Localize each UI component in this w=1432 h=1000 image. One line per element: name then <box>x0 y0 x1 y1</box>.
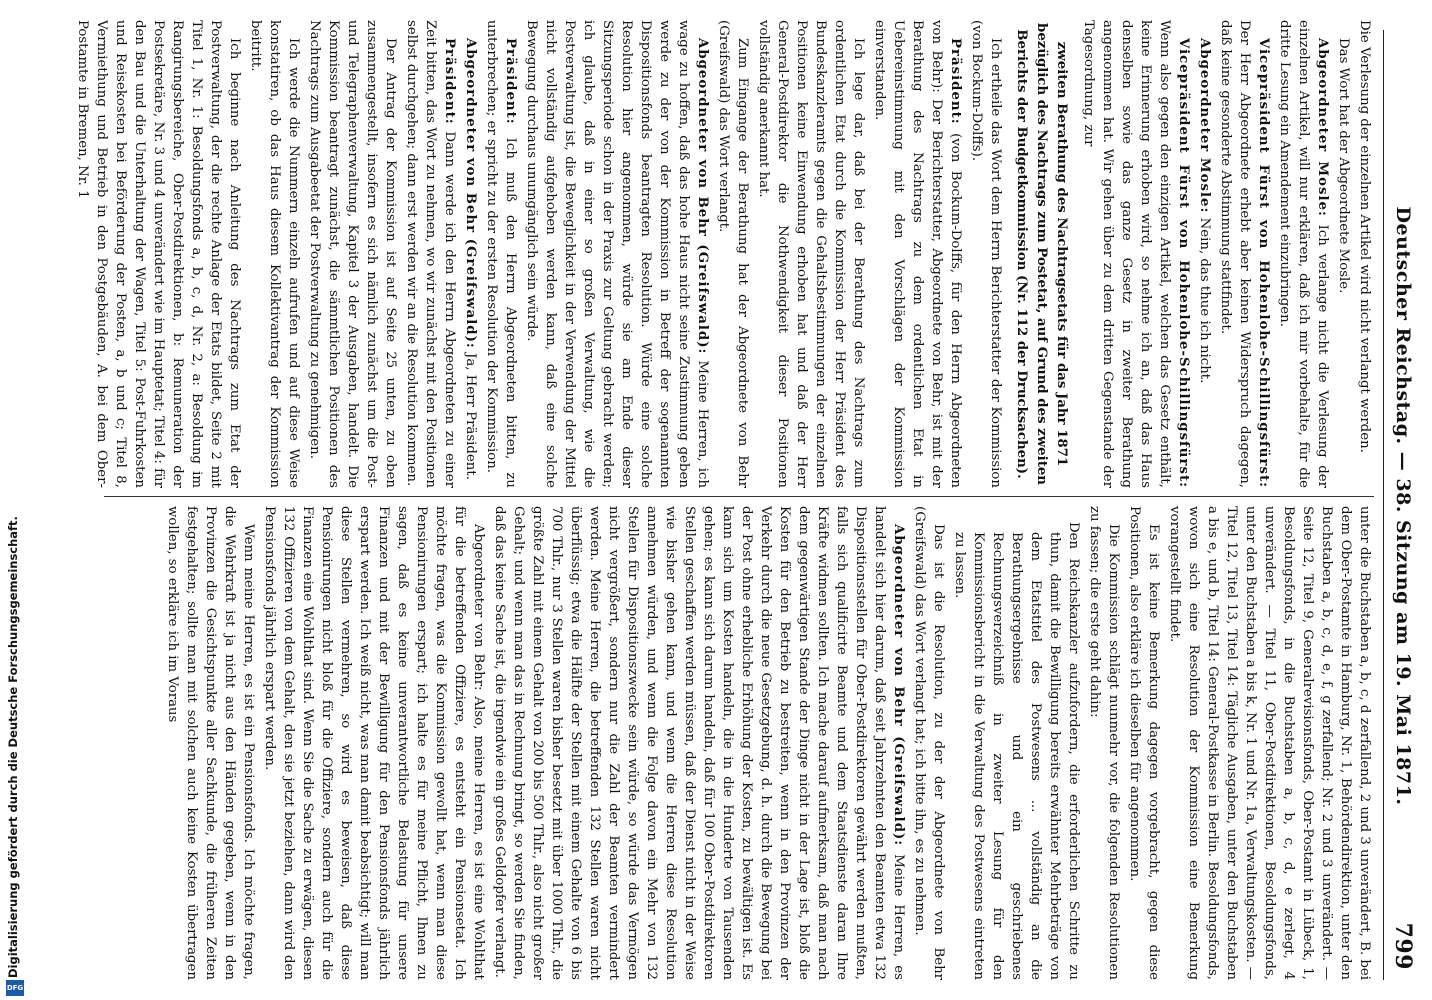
paragraph-text: zweiten Berathung des Nachtragsetats für das Jahr 1871 bezüglich des Nachtrags zum Postetat, auf Grund des zweiten Berichts der Budgetkommission (Nr. 112 der Drucksachen). <box>1014 23 1069 485</box>
paragraph <box>1275 20 1332 488</box>
speaker-name: Vicepräsident Fürst von Hohenlohe-Schillingsfürst: <box>1176 38 1191 488</box>
paragraph <box>461 20 480 488</box>
speaker-name: Präsident: <box>442 38 457 125</box>
speaker-name: Abgeordneter von Behr (Greifswald): <box>695 38 710 355</box>
paragraph <box>950 506 1083 980</box>
paragraph-text: Den Reichskanzler aufzufordern, die erforderlichen Schritte zu thun, damit die Bewilligung bereits erwähnter Mehrbeträge von dem Etatstitel des Postwesens ... vollständig an die Berathungsergebnisse und ein geschriebenes Rechnungsverzeichniß in zweiter Lesung für den Kommissionsbericht in die Verwaltung des Postwesens eintreten zu lassen. <box>952 522 1081 980</box>
paragraph-text: Ich beginne nach Anleitung des Nachtrags zum Etat der Postverwaltung, der die rechte Anlage der Etats bildet, Seite 2 mit Titel 1, Nr. 1: Besoldungsfonds a, b, c, d, Nr. 2, a: Besoldung im Rangirungsbereiche, Ober-Postdirektionen, b: Remuneration der Postsekretäre, Nr. 3 und 4 unverändert wie im Hauptetat; Titel 4: für den Bau und die Unterhaltung der Wagen, Titel 5: Post-Fuhrkosten und Reisekosten bei Beförderung der Posten, a, b und c; Titel 8, Vermiethung und Betrieb in den Postgebäuden, A. bei dem Ober-Postamte in Bremen, Nr. 1 <box>75 20 242 488</box>
paragraph-text: Dann werde ich den Herrn Abgeordneten zu einer Zeit bitten, das Wort zu nehmen, wo wir zunächst mit den Positionen selbst durchgehen; dann erst werden wir an die Resolution kommen. <box>404 20 457 488</box>
speaker-name: Abgeordneter von Behr (Greifswald): <box>891 524 906 847</box>
funding-credit: Digitalisierung gefördert durch die Deutsche Forschungsgemeinschaft. <box>6 516 20 978</box>
page-header <box>1386 42 1420 970</box>
paragraph <box>305 20 400 488</box>
paragraph-text: Der Herr Abgeordnete erhebt aber keinen Widerspruch dagegen, daß keine gesonderte Abstimmung stattfindet. <box>1218 20 1252 488</box>
paragraph <box>1165 506 1374 980</box>
paragraph <box>910 506 948 980</box>
speaker-name: Abgeordneter Mosle: <box>1197 38 1212 214</box>
paragraph <box>1355 20 1374 488</box>
column-divider <box>104 496 1374 497</box>
paragraph <box>754 20 868 488</box>
paragraph-text: Ich verlange nicht die Verlesung der einzelnen Artikel, will nur erklären, daß ich mir vorbehalte, für die dritte Lesung ein Amendement einzubringen. <box>1277 20 1330 488</box>
header-rule <box>1383 30 1384 980</box>
scanned-page <box>75 0 1432 1000</box>
paragraph <box>163 506 258 980</box>
paragraph <box>1216 20 1273 488</box>
paragraph-text: Das Wort hat der Abgeordnete Mosle. <box>1336 38 1351 294</box>
speaker-name: Präsident: <box>948 38 963 125</box>
paragraph-text: Abgeordneter von Behr: Also, meine Herren, es ist eine Wohlthat für die betreffenden Offiziere, es entsteht ein Pensionsetat. Ich möchte fragen, was die Kommission gewollt hat, wenn man diese Pensionirungen erspart; ich halte es für meine Pflicht, Ihnen zu sagen, daß es keine unverantwortliche Belastung für unsere Finanzen und mit der Bewilligung für den Pensionsfonds jährlich erspart werden. Ich weiß nicht, was man damit beabsichtigt; will man diese Stellen vermehren, so wird es beweisen, daß diese Pensionirungen nicht bloß für die Offiziere, sondern auch für die Finanzen eine Wohlthat sind. Wenn Sie die Sache zu erwägen, diesen 132 Offizieren von dem Gehalt, den sie jetzt beziehen, dann wird den Pensionsfonds jährlich erspart werden. <box>262 506 486 980</box>
paragraph-text: Ich werde die Nummern einzeln aufrufen und auf diese Weise konstatiren, ob das Haus diesem Kollektivantrag der Kommission beitritt. <box>248 20 301 488</box>
dfg-logo: DFG <box>6 980 24 996</box>
paragraph-text: Nein, das thue ich nicht. <box>1197 213 1212 384</box>
paragraph <box>522 20 712 488</box>
paragraph <box>402 20 459 488</box>
paragraph <box>1195 20 1214 488</box>
paragraph-text: Wenn meine Herren, es ist ein Pensionsfonds. Ich möchte fragen, die Wehrkraft ist ja nicht aus den Händen gegeben, wenn in den Provinzen die Gesichtspunkte aller Sachkunde, die früheren Zeiten festgehalten; sollte man mit solchen auch keine Kosten übertragen wollen, so erkläre ich im Voraus <box>165 506 256 980</box>
paragraph-text: Das ist die Resolution, zu der der Abgeordnete von Behr (Greifswald) das Wort verlangt hat; ich bitte ihn, es zu nehmen. <box>912 506 946 980</box>
speaker-name: Abgeordneter Mosle: <box>1315 38 1330 217</box>
paragraph <box>714 20 752 488</box>
paragraph-text: Der Antrag der Kommission ist auf Seite 25 unten, zu oben zusammengestellt, insofern es sich nämlich zunächst um die Post- und Telegraphenverwaltung, Kapitel 3 der Ausgaben, handelt. Die Kommission beantragt zunächst, die sämmtlichen Positionen des Nachtrags zum Ausgabeetat der Postverwaltung zu genehmigen. <box>307 20 398 488</box>
paragraph-text: Die Kommission schlägt nunmehr vor, die folgenden Resolutionen zu fassen; die erste geht dahin: <box>1087 506 1121 980</box>
paragraph-text: Ich ertheile das Wort dem Herrn Berichterstatter der Kommission (von Bockum-Dolffs). <box>969 20 1003 488</box>
paragraph <box>482 20 520 488</box>
speaker-name: Präsident: <box>503 38 518 125</box>
paragraph <box>1334 20 1353 488</box>
paragraph <box>260 506 488 980</box>
paragraph-text: Ich muß den Herrn Abgeordneten bitten, zu unterbrechen; er spricht zu der ersten Resolution der Kommission. <box>484 20 518 488</box>
side-credit-strip <box>0 0 30 1000</box>
paragraph-text: Ja, Herr Präsident. <box>463 348 478 480</box>
paragraph <box>1079 20 1193 488</box>
paragraph <box>1085 506 1123 980</box>
agenda-heading <box>1011 20 1071 488</box>
paragraph-text: Ich lege dar, daß bei der Berathung des Nachtrags zum ordentlichen Etat durch die Kommission der Herr Präsident des Bundeskanzleramts gegen die Gehaltsbestimmungen der einzelnen Positionen keine Einwendung erhoben hat und daß der Herr General-Postdirektor die Nothwendigkeit dieser Positionen vollständig anerkannt hat. <box>756 20 866 488</box>
paragraph-text: Meine Herren, es handelt sich hier darum, daß seit Jahrzehnten den Beamten etwa 132 Dispositionsstellen für Ober-Postdirektoren gewährt werden mußten, falls sich qualificirte Beamte und dem Staatsdienste daran Ihre Kräfte widmen sollten. Ich mache darauf aufmerksam, daß man nach dem gegenwärtigen Stande der Dinge nicht in der Lage ist, bloß die Kosten für den Betrieb zu bestreiten, wenn in den Provinzen der Verkehr durch die neue Gesetzgebung, d. h. durch die Bewegung bei der Post ohne erhebliche Erhöhung der Kosten, zu bewältigen ist. Es kann sich um Kosten handeln, die in die Hunderte von Tausenden gehen; es kann sich darum handeln, daß für 100 Ober-Postdirektoren Stellen geschaffen werden müssen, daß der Dienst nicht in der Weise wie bisher gehen kann, und wenn die Herren diese Resolution annehmen würden, und wenn die Folge davon ein Mehr von 132 Stellen für Dispositionszwecke sein würde, so würde das Vermögen nicht vergrößert, sondern nur die Zahl der Beamten vermindert werden. Meine Herren, die betreffenden 132 Stellen waren nicht überflüssig; etwa die Hälfte der Stellen mit einem Gehalte von 6 bis 700 Thlr., nur 3 Stellen waren bisher besetzt mit über 1000 Thlr., die größte Zahl mit einem Gehalt von 200 bis 500 Thlr., also nicht großer Gehalt; und wenn man das in Rechnung bringt, so werden Sie finden, daß das keine Sache ist, die irgendwie ein großes Geldopfer verlangt. <box>492 506 906 980</box>
speaker-name: Vicepräsident Fürst von Hohenlohe-Schillingsfürst: <box>1256 38 1271 488</box>
paragraph <box>246 20 303 488</box>
paragraph-text: unter die Buchstaben a, b, c, d zerfallend, 2 und 3 unverändert, B. bei dem Ober-Postamte in Hamburg, Nr. 1, Behördendirektion, unter den Buchstaben a, b, c, d, e, f, g zerfallend; Nr. 2 und 3 unverändert. — Seite 12, Titel 9, Generalrevisionsfonds, Ober-Postamt in Lübeck, 1, Besoldungsfonds, in die Buchstaben a, b, c, d, e zerlegt, 4 unverändert. — Titel 11, Ober-Postdirektionen, Besoldungsfonds, unter den Buchstaben a bis k, Nr. 1 und Nr. 1a, Verwaltungskosten. — Titel 12, Titel 13, Titel 14: Tägliche Ausgaben, unter den Buchstaben a bis e, und b, Titel 14: General-Postkasse in Berlin. Besoldungsfonds, wovon sich eine Resolution der Kommission eine Bemerkung vorangestellt findet. <box>1167 506 1372 980</box>
paragraph <box>1125 506 1163 980</box>
speaker-name: Abgeordneter von Behr (Greifswald): <box>463 38 478 349</box>
paragraph <box>490 506 908 980</box>
paragraph-text: Es ist keine Bemerkung dagegen vorgebracht, gegen diese Positionen, also erkläre ich dieselben für angenommen. <box>1127 506 1161 980</box>
running-title: Deutscher Reichstag. — 38. Sitzung am 19. Mai 1871. <box>1392 206 1414 806</box>
right-column <box>102 506 1374 980</box>
paragraph-text: Wenn also gegen den einzigen Artikel, welchen das Gesetz enthält, keine Erinnerung erhoben wird, so nehme ich an, daß das Haus denselben sowie das ganze Gesetz in zweiter Berathung angenommen hat. Wir gehen über zu dem dritten Gegenstande der Tagesordnung, zur <box>1081 20 1172 488</box>
paragraph-text: (von Bockum-Dolffs, für den Herrn Abgeordneten von Behr): Der Berichterstatter, Abgeordnete von Behr, ist mit der Berathung des Nachtrags zu dem ordentlichen Etat in Uebereinstimmung mit den Vorschlägen der Kommission einverstanden. <box>872 20 963 488</box>
paragraph <box>870 20 965 488</box>
paragraph <box>967 20 1005 488</box>
paragraph-text: Die Verlesung der einzelnen Artikel wird nicht verlangt werden. <box>1357 20 1372 453</box>
paragraph <box>73 20 244 488</box>
paragraph-text: Zum Eingange der Berathung hat der Abgeordnete von Behr (Greifswald) das Wort verlangt. <box>716 20 750 488</box>
left-column <box>75 20 1374 489</box>
page-number: 799 <box>1390 922 1416 970</box>
paragraph-text: Meine Herren, ich wage zu hoffen, daß das hohe Haus nicht seine Zustimmung geben werde zu der von der Kommission in Betreff der sogenannten Dispositionsfonds beantragten Resolution. Würde eine solche Resolution hier angenommen, würde sie am Ende dieser Sitzungsperiode schon in der Praxis zur Geltung gebracht werden; ich glaube, daß in einer so großen Verwaltung, wie die Postverwaltung ist, die Beweglichkeit in der Verwendung der Mittel nicht vollständig aufgehoben werden kann, daß eine solche Bewegung durchaus unumgänglich sein würde. <box>524 20 710 489</box>
